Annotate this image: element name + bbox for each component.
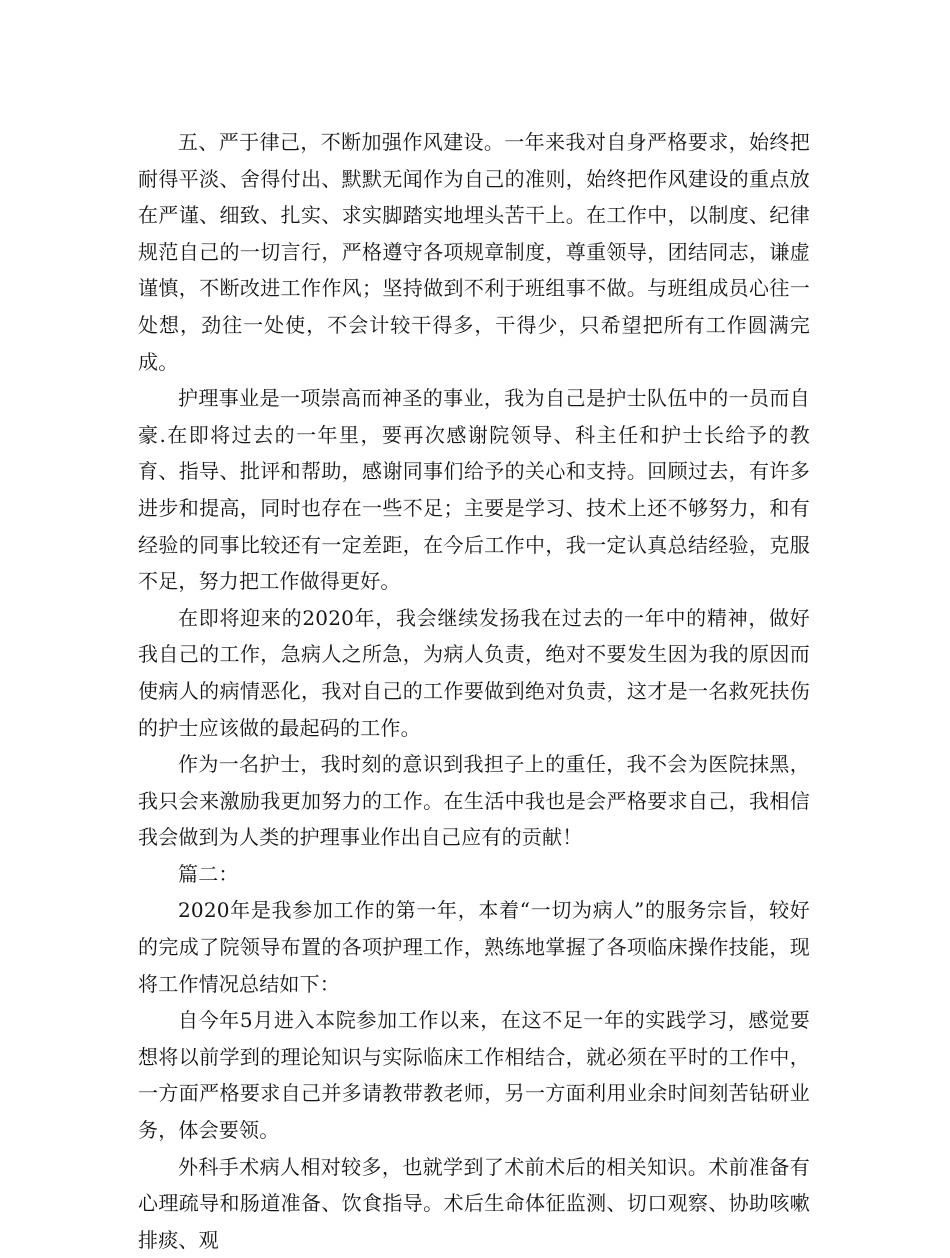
section-heading-part-two: 篇二：	[178, 861, 239, 886]
paragraph-self-discipline: 五、严于律己，不断加强作风建设。一年来我对自身严格要求，始终把耐得平淡、舍得付出、默默无闻作为自己的准则，始终把作风建设的重点放在严谨、细致、扎实、求实脚踏实地埋头苦干上。在工作中，以制度、纪律规范自己的一切言行，严格遵守各项规章制度，尊重领导，团结同志，谦虚谨慎，不断改进工作作风；坚持做到不利于班组事不做。与班组成员心往一处想，劲往一处使，不会计较干得多，干得少，只希望把所有工作圆满完成。	[138, 130, 810, 374]
paragraph-surgery-knowledge: 外科手术病人相对较多，也就学到了术前术后的相关知识。术前准备有心理疏导和肠道准备、饮食指导。术后生命体征监测、切口观察、协助咳嗽排痰、观	[138, 1154, 810, 1252]
paragraph-practice-learning: 自今年5月进入本院参加工作以来，在这不足一年的实践学习，感觉要想将以前学到的理论知识与实际临床工作相结合，就必须在平时的工作中，一方面严格要求自己并多请教带教老师，另一方面利用业余时间刻苦钻研业务，体会要领。	[138, 1008, 810, 1143]
paragraph-nurse-responsibility: 作为一名护士，我时刻的意识到我担子上的重任，我不会为医院抹黑，我只会来激励我更加努力的工作。在生活中我也是会严格要求自己，我相信我会做到为人类的护理事业作出自己应有的贡献！	[138, 752, 810, 850]
paragraph-first-year: 2020年是我参加工作的第一年，本着“一切为病人”的服务宗旨，较好的完成了院领导布置的各项护理工作，熟练地掌握了各项临床操作技能，现将工作情况总结如下：	[138, 898, 810, 996]
paragraph-2020-plan: 在即将迎来的2020年，我会继续发扬我在过去的一年中的精神，做好我自己的工作，急病人之所急，为病人负责，绝对不要发生因为我的原因而使病人的病情恶化，我对自己的工作要做到绝对负责，这才是一名救死扶伤的护士应该做的最起码的工作。	[138, 605, 810, 740]
document-body	[138, 124, 810, 1258]
paragraph-nursing-career: 护理事业是一项崇高而神圣的事业，我为自己是护士队伍中的一员而自豪.在即将过去的一年里，要再次感谢院领导、科主任和护士长给予的教育、指导、批评和帮助，感谢同事们给予的关心和支持。回顾过去，有许多进步和提高，同时也存在一些不足；主要是学习、技术上还不够努力，和有经验的同事比较还有一定差距，在今后工作中，我一定认真总结经验，克服不足，努力把工作做得更好。	[138, 386, 810, 594]
